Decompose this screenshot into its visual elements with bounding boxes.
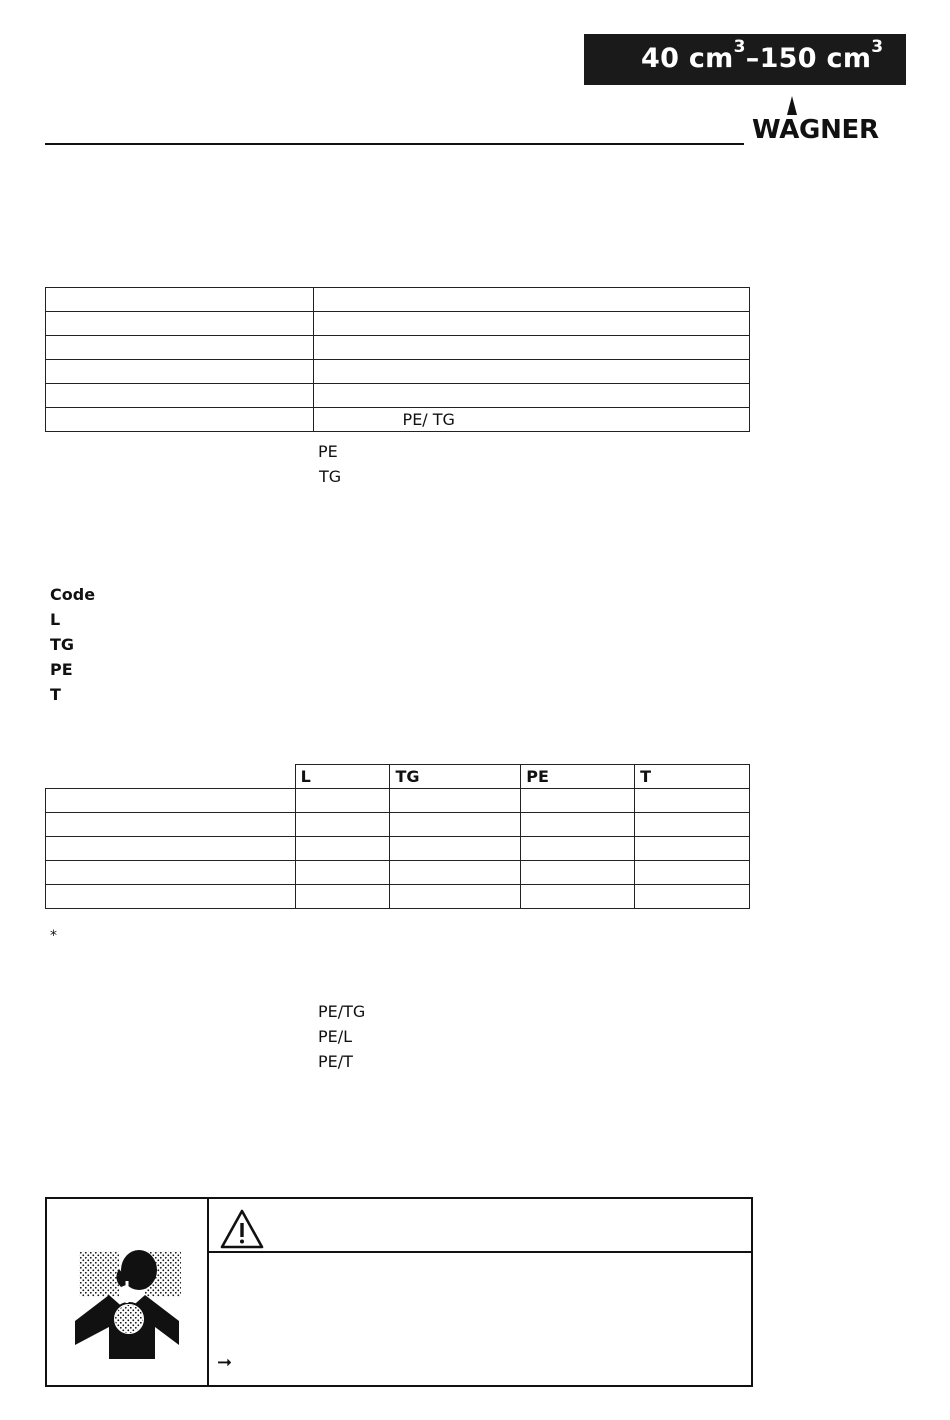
table-cell: [46, 861, 296, 885]
column-header: PE: [521, 765, 635, 789]
table-cell: [521, 837, 635, 861]
column-header: TG: [390, 765, 521, 789]
table-cell: [521, 813, 635, 837]
warning-divider: [209, 1251, 751, 1253]
combo-item: PE/L: [318, 1027, 353, 1046]
table-cell: [313, 384, 749, 408]
table-cell: [46, 288, 314, 312]
table-cell: [521, 789, 635, 813]
table-cell: [390, 789, 521, 813]
material-table: [45, 764, 750, 909]
table-cell: PE/ TG: [313, 408, 749, 432]
table-row: [46, 408, 750, 432]
table-header-row: [46, 765, 750, 789]
combo-item: PE/T: [318, 1052, 353, 1071]
table-cell: [521, 885, 635, 909]
column-header: L: [295, 765, 390, 789]
table-cell: [390, 861, 521, 885]
table-row: [46, 813, 750, 837]
table-cell: [295, 861, 390, 885]
table-row: [46, 312, 750, 336]
continuation-text: TG: [319, 467, 342, 486]
table-cell: [635, 813, 750, 837]
table-cell: [46, 312, 314, 336]
table-cell: [46, 765, 296, 789]
code-item: T: [50, 685, 61, 704]
footnote-marker: *: [50, 928, 57, 944]
column-header: T: [635, 765, 750, 789]
product-range-banner: [584, 34, 906, 85]
logo-text: WAGNER: [752, 115, 879, 145]
table-cell: [635, 837, 750, 861]
table-row: [46, 384, 750, 408]
table-row: [46, 789, 750, 813]
wagner-logo: [752, 96, 908, 146]
table-cell: [390, 837, 521, 861]
code-item: TG: [50, 635, 75, 654]
table-cell: [46, 360, 314, 384]
table-cell: [635, 789, 750, 813]
table-cell: [46, 837, 296, 861]
table-cell: [295, 837, 390, 861]
arrow-icon: ➞: [217, 1352, 233, 1373]
table-row: [46, 861, 750, 885]
table-cell: [46, 885, 296, 909]
table-row: [46, 885, 750, 909]
table-cell: [635, 885, 750, 909]
table-row: [46, 360, 750, 384]
continuation-text: PE: [318, 442, 338, 461]
warning-box: [45, 1197, 753, 1387]
table-row: [46, 288, 750, 312]
table-cell: [521, 861, 635, 885]
code-item: PE: [50, 660, 73, 679]
table-cell: [46, 384, 314, 408]
table-cell: [46, 813, 296, 837]
table-cell: [635, 861, 750, 885]
table-row: [46, 336, 750, 360]
table-cell: [390, 885, 521, 909]
table-cell: [295, 789, 390, 813]
table-cell: [313, 312, 749, 336]
product-range-title: 40 $cm^3-150$ $cm^3$: [641, 37, 884, 74]
header-rule: [45, 143, 744, 145]
table-cell: [295, 813, 390, 837]
code-item: L: [50, 610, 61, 629]
table-cell: [313, 360, 749, 384]
code-header: Code: [50, 585, 96, 604]
spec-table: [45, 287, 750, 432]
table-cell: [313, 336, 749, 360]
table-cell: [295, 885, 390, 909]
table-cell: [46, 789, 296, 813]
table-cell: [46, 408, 314, 432]
table-row: [46, 837, 750, 861]
table-cell: [313, 288, 749, 312]
inhalation-hazard-icon: [47, 1199, 207, 1385]
table-cell: [390, 813, 521, 837]
hazard-pictogram-cell: [47, 1199, 209, 1385]
warning-triangle-icon: [219, 1208, 265, 1254]
table-cell: [46, 336, 314, 360]
combo-item: PE/TG: [318, 1002, 366, 1021]
